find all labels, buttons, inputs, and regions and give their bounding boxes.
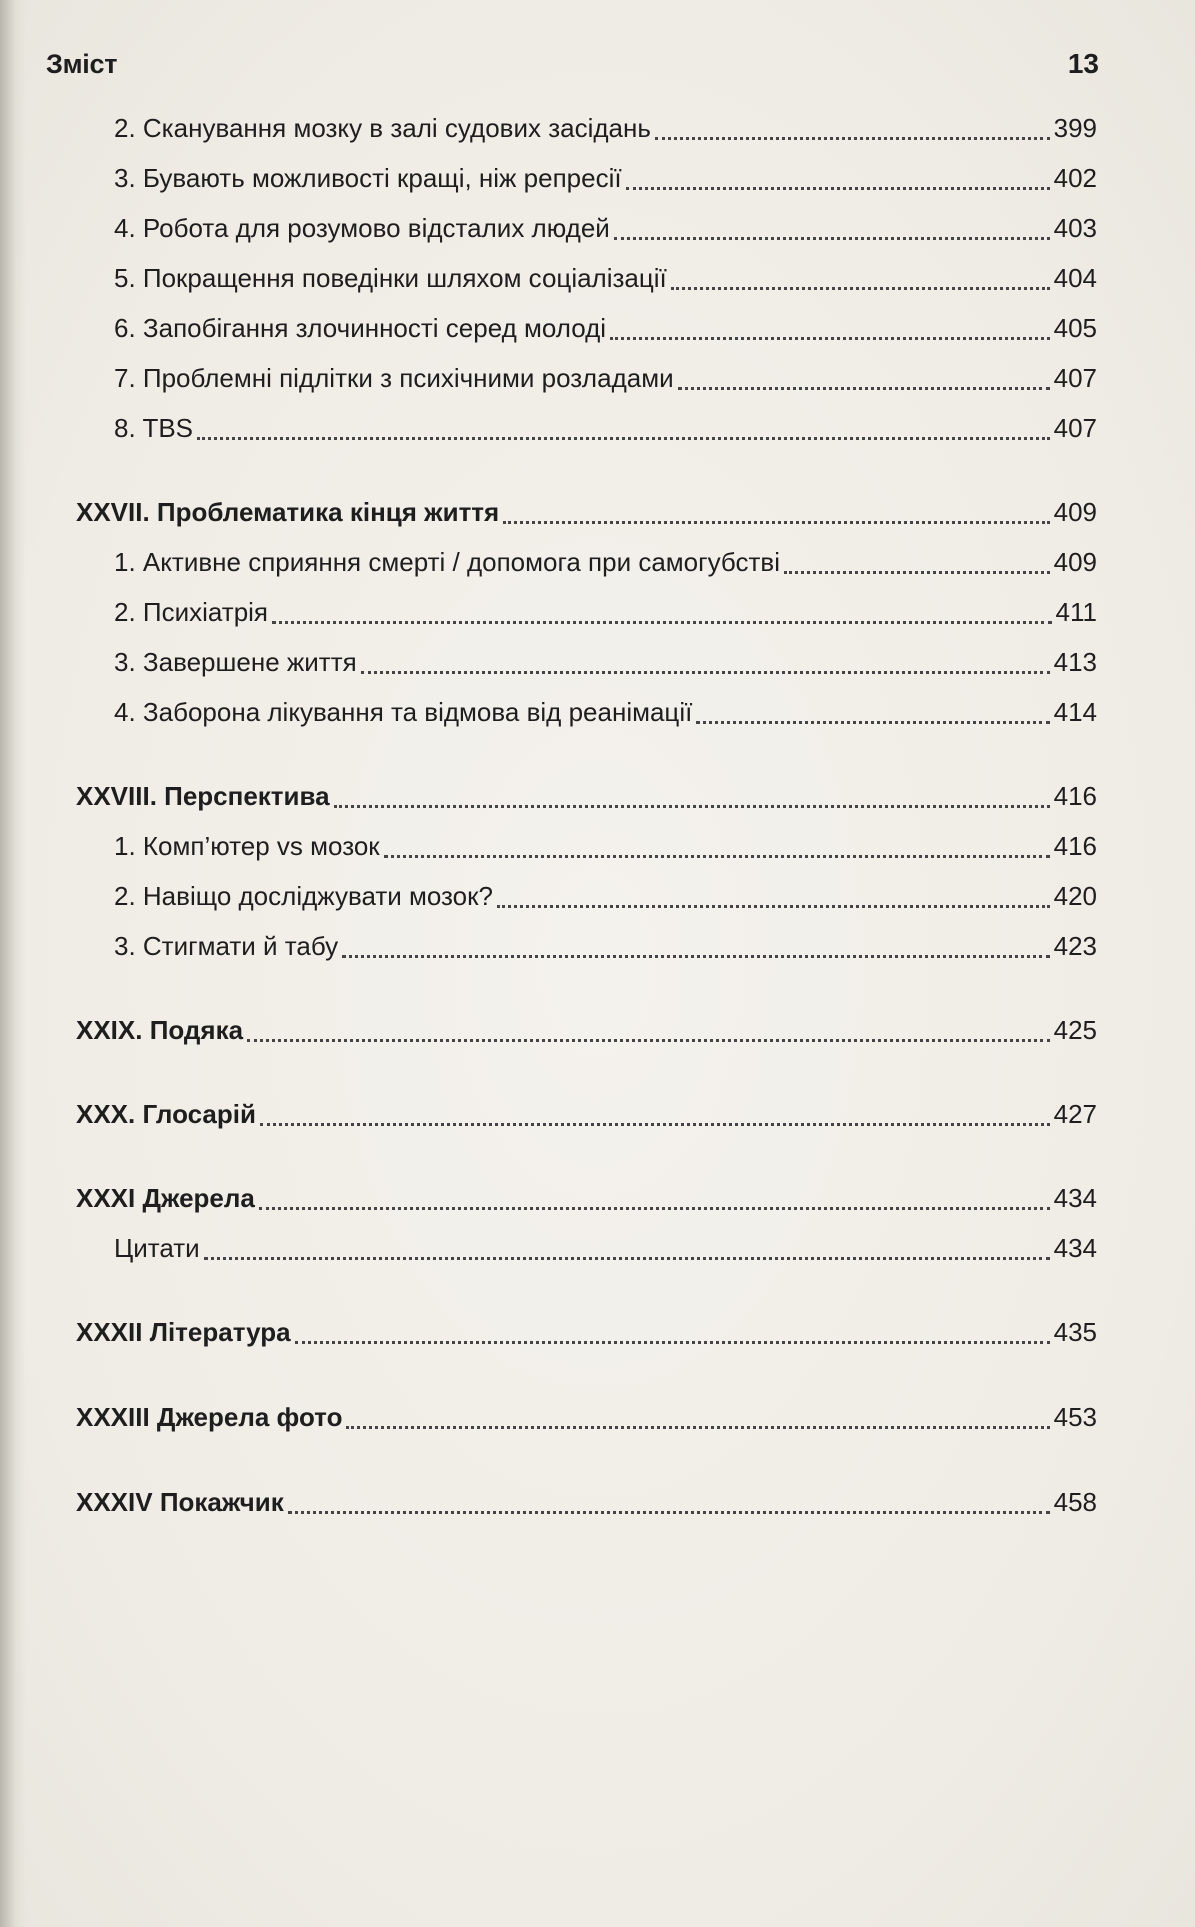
dot-leader (272, 621, 1052, 624)
dot-leader (342, 955, 1049, 958)
toc-entry-page: 414 (1053, 697, 1097, 727)
toc-entry (76, 353, 1097, 403)
toc-entry-title: 3. Завершене життя (114, 647, 357, 677)
toc-entry-page: 409 (1053, 497, 1097, 527)
toc-entry-page: 403 (1053, 213, 1097, 243)
toc-entry-page: 420 (1053, 881, 1097, 911)
toc-entry (76, 403, 1097, 453)
toc-entry-title: 2. Психіатрія (114, 597, 269, 627)
toc-entry (76, 203, 1097, 253)
toc-entry-title: 2. Навіщо досліджувати мозок? (114, 881, 493, 911)
toc-entry-page: 416 (1053, 831, 1097, 861)
toc-entry (76, 253, 1097, 303)
dot-leader (626, 187, 1050, 190)
page-number: 13 (1067, 48, 1099, 79)
toc-entry-page: 423 (1053, 931, 1097, 961)
toc-entry (76, 1223, 1097, 1273)
toc-entry-page: 409 (1053, 547, 1097, 577)
toc-chapter (76, 1307, 1097, 1357)
toc-entry (76, 921, 1097, 971)
page-gutter-shadow (0, 0, 26, 1927)
toc-entry-title: 4. Робота для розумово відсталих людей (114, 213, 610, 243)
toc-chapter (76, 487, 1097, 537)
toc-chapter-title: XXXIII Джерела фото (76, 1402, 343, 1432)
dot-leader (655, 137, 1050, 140)
dot-leader (204, 1257, 1050, 1260)
toc-entry-page: 434 (1053, 1233, 1097, 1263)
dot-leader (259, 1207, 1050, 1210)
page-header (46, 44, 1099, 84)
section-gap (76, 1139, 1097, 1173)
toc-entry-title: 1. Активне сприяння смерті / допомога при самогубстві (114, 547, 780, 577)
section-gap (76, 1442, 1097, 1477)
section-gap (76, 1357, 1097, 1392)
running-head: Зміст (46, 48, 118, 79)
toc-entry-title: 8. TBS (114, 413, 194, 443)
table-of-contents (76, 103, 1097, 1527)
dot-leader (247, 1039, 1050, 1042)
toc-chapter-title: XXXIV Покажчик (76, 1487, 284, 1517)
toc-chapter-title: XXXI Джерела (76, 1183, 255, 1213)
dot-leader (696, 721, 1049, 724)
toc-entry-page: 413 (1053, 647, 1097, 677)
toc-entry (76, 587, 1097, 637)
toc-entry-title: 1. Комп’ютер vs мозок (114, 831, 380, 861)
toc-entry (76, 303, 1097, 353)
section-gap (76, 971, 1097, 1005)
toc-entry-title: 6. Запобігання злочинності серед молоді (114, 313, 607, 343)
dot-leader (671, 287, 1050, 290)
dot-leader (334, 805, 1050, 808)
toc-entry-title: 4. Заборона лікування та відмова від реанімації (114, 697, 693, 727)
toc-chapter (76, 1089, 1097, 1139)
toc-entry-title: 7. Проблемні підлітки з психічними розладами (114, 363, 674, 393)
toc-entry-page: 458 (1053, 1487, 1097, 1517)
toc-entry-title: 5. Покращення поведінки шляхом соціалізації (114, 263, 667, 293)
toc-entry (76, 537, 1097, 587)
dot-leader (610, 337, 1050, 340)
toc-entry (76, 103, 1097, 153)
toc-entry-page: 407 (1053, 363, 1097, 393)
toc-entry-page: 399 (1053, 113, 1097, 143)
toc-entry-page: 435 (1053, 1317, 1097, 1347)
dot-leader (288, 1511, 1050, 1514)
dot-leader (197, 437, 1050, 440)
dot-leader (784, 571, 1050, 574)
toc-entry (76, 687, 1097, 737)
toc-entry-title: 3. Бувають можливості кращі, ніж репресії (114, 163, 622, 193)
toc-entry-page: 425 (1053, 1015, 1097, 1045)
toc-chapter (76, 1005, 1097, 1055)
toc-entry-page: 427 (1053, 1099, 1097, 1129)
dot-leader (503, 521, 1049, 524)
toc-chapter (76, 1173, 1097, 1223)
dot-leader (295, 1341, 1050, 1344)
toc-entry (76, 871, 1097, 921)
toc-entry-title: Цитати (114, 1233, 200, 1263)
toc-entry-title: 2. Сканування мозку в залі судових засідань (114, 113, 651, 143)
section-gap (76, 1055, 1097, 1089)
toc-chapter (76, 1392, 1097, 1442)
toc-entry (76, 153, 1097, 203)
toc-chapter-title: XXXII Література (76, 1317, 291, 1347)
toc-entry-title: 3. Стигмати й табу (114, 931, 339, 961)
section-gap (76, 453, 1097, 487)
toc-entry-page: 407 (1053, 413, 1097, 443)
toc-chapter (76, 1477, 1097, 1527)
section-gap (76, 1273, 1097, 1307)
toc-entry-page: 416 (1053, 781, 1097, 811)
toc-chapter-title: XXVIII. Перспектива (76, 781, 330, 811)
dot-leader (614, 237, 1050, 240)
toc-entry (76, 821, 1097, 871)
dot-leader (678, 387, 1050, 390)
toc-entry-page: 404 (1053, 263, 1097, 293)
dot-leader (497, 905, 1050, 908)
toc-entry-page: 402 (1053, 163, 1097, 193)
toc-chapter-title: XXX. Глосарій (76, 1099, 256, 1129)
dot-leader (361, 671, 1050, 674)
section-gap (76, 737, 1097, 771)
dot-leader (346, 1426, 1049, 1429)
toc-entry-page: 453 (1053, 1402, 1097, 1432)
toc-entry (76, 637, 1097, 687)
dot-leader (384, 855, 1050, 858)
dot-leader (260, 1123, 1050, 1126)
toc-entry-page: 405 (1053, 313, 1097, 343)
toc-entry-page: 434 (1053, 1183, 1097, 1213)
toc-chapter-title: XXIX. Подяка (76, 1015, 244, 1045)
toc-chapter-title: XXVII. Проблематика кінця життя (76, 497, 500, 527)
toc-chapter (76, 771, 1097, 821)
toc-entry-page: 411 (1055, 597, 1097, 627)
